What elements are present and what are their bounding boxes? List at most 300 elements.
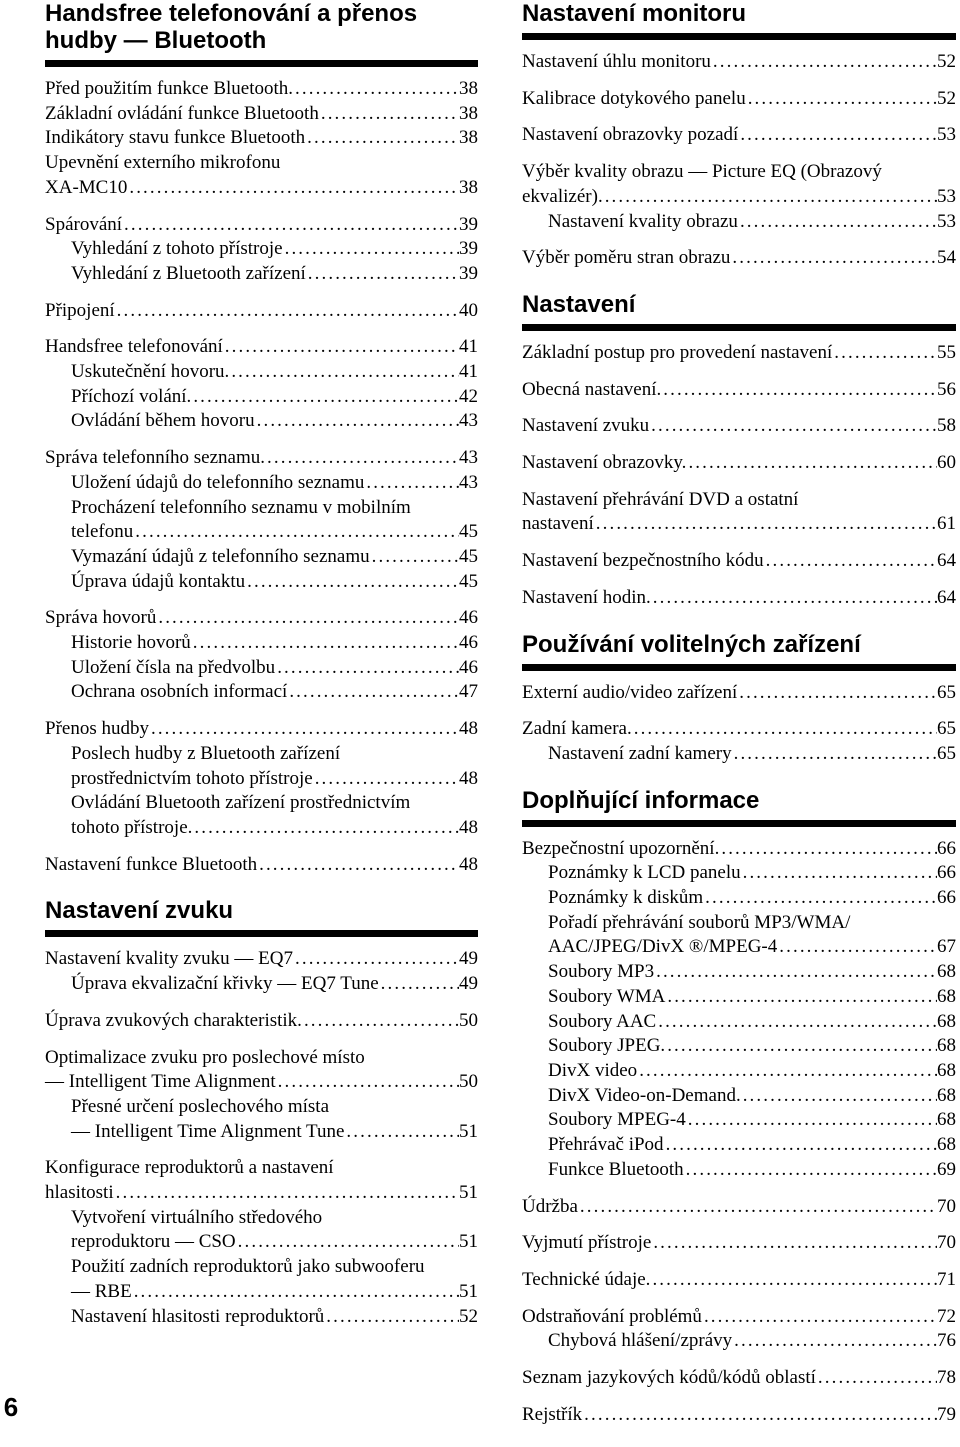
- page-ref: 68: [937, 1010, 956, 1032]
- dot-leader: [265, 446, 459, 471]
- entry-title: Spárování: [45, 213, 123, 235]
- toc-entry[interactable]: [522, 960, 956, 985]
- dot-leader: [156, 606, 459, 631]
- toc-entry[interactable]: [522, 1329, 956, 1354]
- page-ref: 48: [459, 853, 478, 875]
- entry-title: Handsfree telefonování: [45, 336, 223, 358]
- page-ref: 66: [937, 837, 956, 859]
- toc-entry[interactable]: [522, 1084, 956, 1109]
- dot-leader: [379, 972, 459, 997]
- toc-entry[interactable]: [522, 1034, 956, 1059]
- page-ref: 52: [459, 1305, 478, 1327]
- dot-leader: [654, 960, 937, 985]
- dot-leader: [719, 837, 937, 862]
- page-ref: 53: [937, 124, 956, 146]
- dot-leader: [122, 213, 459, 238]
- toc-entry[interactable]: [522, 378, 956, 403]
- entry-title: Přehrávač iPod: [548, 1134, 664, 1156]
- entry-title: Soubory MP3: [548, 961, 655, 983]
- toc-group: [45, 299, 478, 324]
- toc-group: [522, 1305, 956, 1354]
- toc-entry[interactable]: [522, 50, 956, 75]
- page-ref: 48: [459, 816, 478, 838]
- dot-leader: [283, 237, 459, 262]
- entry-title: Technické údaje.: [522, 1268, 651, 1290]
- dot-leader: [324, 1305, 459, 1330]
- dot-leader: [703, 886, 937, 911]
- dot-leader: [651, 586, 937, 611]
- section-heading: Nastavení: [522, 291, 956, 331]
- page-ref: 51: [459, 1120, 478, 1142]
- dot-leader: [656, 1010, 937, 1035]
- entry-title: DivX Video-on-Demand.: [548, 1084, 741, 1106]
- toc-group: [522, 1403, 956, 1428]
- toc-section-doplnujici-informace: [522, 787, 956, 1428]
- entry-title: Uskutečnění hovoru.: [71, 361, 230, 383]
- section-heading: Doplňující informace: [522, 787, 956, 827]
- toc-entry[interactable]: [45, 446, 478, 471]
- entry-title: Vymazání údajů z telefonního seznamu: [71, 545, 370, 567]
- dot-leader: [255, 409, 459, 434]
- page-ref: 67: [937, 936, 956, 958]
- entry-title-continued: — Intelligent Time Alignment Tune: [71, 1120, 345, 1142]
- dot-leader: [257, 853, 459, 878]
- toc-entry[interactable]: [522, 1195, 956, 1220]
- entry-title: Nastavení hodin.: [522, 586, 651, 608]
- page-ref: 56: [937, 378, 956, 400]
- dot-leader: [276, 1070, 459, 1095]
- toc-group: [45, 213, 478, 287]
- section-heading: Nastavení zvuku: [45, 897, 478, 937]
- entry-title: Seznam jazykových kódů/kódů oblastí: [522, 1367, 816, 1389]
- entry-title: Rejstřík: [522, 1403, 583, 1425]
- entry-title: Externí audio/video zařízení: [522, 681, 738, 703]
- toc-entry[interactable]: [522, 1010, 956, 1035]
- toc-entry[interactable]: [45, 717, 478, 742]
- page-ref: 70: [937, 1232, 956, 1254]
- dot-leader: [578, 1195, 937, 1220]
- page-ref: 45: [459, 545, 478, 567]
- page-ref: 39: [459, 213, 478, 235]
- page-ref: 68: [937, 1134, 956, 1156]
- toc-entry[interactable]: [45, 262, 478, 287]
- toc-entry[interactable]: [45, 1046, 478, 1095]
- toc-entry[interactable]: [45, 791, 478, 840]
- entry-title: Připojení: [45, 299, 115, 321]
- page-ref: 60: [937, 452, 956, 474]
- toc-entry[interactable]: [45, 1009, 478, 1034]
- entry-title: Soubory AAC: [548, 1010, 657, 1032]
- entry-title: Ovládání během hovoru: [71, 410, 255, 432]
- page-ref: 65: [937, 742, 956, 764]
- toc-entry[interactable]: [522, 414, 956, 439]
- toc-entry[interactable]: [522, 1403, 956, 1428]
- toc-entry[interactable]: [522, 1108, 956, 1133]
- toc-group: [522, 246, 956, 271]
- toc-entry[interactable]: [45, 409, 478, 434]
- page-ref: 46: [459, 632, 478, 654]
- page-ref: 41: [459, 336, 478, 358]
- page-ref: 48: [459, 718, 478, 740]
- entry-title-continued: reproduktoru — CSO: [71, 1231, 236, 1253]
- entry-title: Před použitím funkce Bluetooth.: [45, 78, 294, 99]
- entry-title: Základní ovládání funkce Bluetooth: [45, 102, 319, 124]
- page-ref: 50: [459, 1009, 478, 1031]
- dot-leader: [732, 1329, 937, 1354]
- dot-leader: [738, 123, 937, 148]
- page-ref: 68: [937, 1109, 956, 1131]
- toc-entry[interactable]: [45, 102, 478, 127]
- entry-title: Přesné určení poslechového místa: [71, 1095, 330, 1117]
- toc-entry[interactable]: [522, 1268, 956, 1293]
- page-ref: 61: [937, 513, 956, 535]
- toc-entry[interactable]: [522, 451, 956, 476]
- entry-title: Uložení čísla na předvolbu: [71, 656, 276, 678]
- dot-leader: [287, 680, 459, 705]
- toc-entry[interactable]: [522, 861, 956, 886]
- entry-title: Údržba: [522, 1195, 578, 1217]
- page-ref: 72: [937, 1305, 956, 1327]
- dot-leader: [686, 1108, 937, 1133]
- dot-leader: [702, 1305, 937, 1330]
- entry-title: Poznámky k diskům: [548, 887, 704, 909]
- page-ref: 46: [459, 656, 478, 678]
- page-ref: 51: [459, 1280, 478, 1302]
- dot-leader: [632, 717, 937, 742]
- page-ref: 79: [937, 1403, 956, 1425]
- toc-entry[interactable]: [45, 1095, 478, 1144]
- entry-title: DivX video: [548, 1059, 638, 1081]
- toc-entry[interactable]: [45, 606, 478, 631]
- dot-leader: [293, 947, 459, 972]
- dot-leader: [665, 985, 937, 1010]
- dot-leader: [738, 210, 937, 235]
- dot-leader: [594, 512, 937, 537]
- page-ref: 41: [459, 361, 478, 383]
- toc-group: [45, 853, 478, 878]
- toc-group: [45, 335, 478, 434]
- page-ref: 49: [459, 948, 478, 970]
- page-ref: 52: [937, 51, 956, 72]
- toc-entry[interactable]: [45, 1156, 478, 1205]
- entry-title-continued: AAC/JPEG/DivX ®/MPEG-4: [548, 936, 778, 958]
- entry-title: Nastavení obrazovky pozadí: [522, 124, 739, 146]
- entry-title: Nastavení zvuku: [522, 415, 650, 437]
- page-ref: 46: [459, 607, 478, 629]
- entry-title: Vyjmutí přístroje: [522, 1232, 652, 1254]
- toc-entry[interactable]: [522, 837, 956, 862]
- toc-group: [522, 50, 956, 75]
- entry-title: Bezpečnostní upozornění.: [522, 837, 720, 859]
- dot-leader: [711, 50, 937, 75]
- entry-title: Pořadí přehrávání souborů MP3/WMA/: [548, 911, 851, 933]
- toc-entry[interactable]: [45, 972, 478, 997]
- entry-title: Výběr poměru stran obrazu: [522, 247, 731, 269]
- dot-leader: [245, 570, 459, 595]
- entry-title: Nastavení úhlu monitoru: [522, 51, 711, 72]
- entry-title: Použití zadních reproduktorů jako subwooferu: [71, 1256, 425, 1278]
- page-ref: 38: [459, 127, 478, 149]
- toc-entry[interactable]: [522, 210, 956, 235]
- page-ref: 39: [459, 238, 478, 260]
- toc-entry[interactable]: [522, 549, 956, 574]
- toc-group: [522, 717, 956, 766]
- toc-entry[interactable]: [522, 886, 956, 911]
- entry-title: Nastavení přehrávání DVD a ostatní: [522, 488, 799, 510]
- toc-entry[interactable]: [45, 631, 478, 656]
- entry-title: Konfigurace reproduktorů a nastavení: [45, 1157, 334, 1179]
- dot-leader: [302, 1009, 459, 1034]
- dot-leader: [650, 1268, 937, 1293]
- entry-title: Historie hovorů: [71, 632, 191, 654]
- toc-entry[interactable]: [45, 545, 478, 570]
- entry-title: Správa hovorů: [45, 607, 157, 629]
- page-ref: 64: [937, 586, 956, 608]
- dot-leader: [370, 545, 459, 570]
- entry-title-continued: ekvalizér).: [522, 185, 603, 207]
- page-ref: 43: [459, 471, 478, 493]
- toc-entry[interactable]: [45, 570, 478, 595]
- page-ref: 54: [937, 247, 956, 269]
- dot-leader: [132, 1280, 459, 1305]
- toc-group: [522, 1231, 956, 1256]
- page-ref: 51: [459, 1231, 478, 1253]
- toc-entry[interactable]: [522, 488, 956, 537]
- toc-entry[interactable]: [522, 1305, 956, 1330]
- page-ref: 48: [459, 767, 478, 789]
- toc-entry[interactable]: [522, 341, 956, 366]
- entry-title: Vyhledání z Bluetooth zařízení: [71, 262, 306, 284]
- toc-group: [522, 488, 956, 537]
- dot-leader: [665, 1034, 937, 1059]
- page-ref: 69: [937, 1158, 956, 1180]
- page-ref: 45: [459, 521, 478, 543]
- page-ref: 50: [459, 1071, 478, 1093]
- toc-entry[interactable]: [45, 126, 478, 151]
- entry-title-continued: prostřednictvím tohoto přístroje: [71, 767, 313, 789]
- toc-group: [522, 1268, 956, 1293]
- entry-title: Obecná nastavení.: [522, 378, 662, 400]
- page-ref: 76: [937, 1330, 956, 1352]
- entry-title-continued: telefonu: [71, 521, 134, 543]
- toc-entry[interactable]: [45, 742, 478, 791]
- toc-entry[interactable]: [45, 496, 478, 545]
- dot-leader: [777, 935, 937, 960]
- dot-leader: [275, 656, 459, 681]
- entry-title: Výběr kvality obrazu — Picture EQ (Obrazový: [522, 161, 882, 183]
- toc-entry[interactable]: [522, 742, 956, 767]
- dot-leader: [730, 246, 937, 271]
- toc-group: [522, 414, 956, 439]
- toc-group: [522, 549, 956, 574]
- entry-title: Optimalizace zvuku pro poslechové místo: [45, 1046, 365, 1068]
- dot-leader: [114, 1181, 459, 1206]
- toc-entry[interactable]: [522, 1059, 956, 1084]
- page-ref: 42: [459, 385, 478, 407]
- toc-group: [45, 1046, 478, 1145]
- dot-leader: [115, 299, 459, 324]
- toc-group: [522, 341, 956, 366]
- entry-title-continued: — RBE: [71, 1280, 132, 1302]
- toc-entry[interactable]: [45, 299, 478, 324]
- toc-entry[interactable]: [45, 471, 478, 496]
- page-ref: 68: [937, 961, 956, 983]
- entry-title: Nastavení hlasitosti reproduktorů: [71, 1305, 325, 1327]
- toc-entry[interactable]: [45, 213, 478, 238]
- entry-title-continued: — Intelligent Time Alignment: [45, 1071, 276, 1093]
- toc-entry[interactable]: [522, 1231, 956, 1256]
- entry-title: Úprava ekvalizační křivky — EQ7 Tune: [71, 973, 379, 995]
- page-ref: 47: [459, 681, 478, 703]
- toc-group: [522, 586, 956, 611]
- page-ref: 52: [937, 87, 956, 109]
- dot-leader: [192, 816, 459, 841]
- toc-entry[interactable]: [45, 853, 478, 878]
- entry-title-continued: XA-MC10: [45, 176, 128, 198]
- toc-entry[interactable]: [45, 680, 478, 705]
- entry-title: Vytvoření virtuálního středového: [71, 1206, 323, 1228]
- page-ref: 58: [937, 415, 956, 437]
- toc-group: [522, 87, 956, 112]
- entry-title-continued: hlasitosti: [45, 1182, 114, 1204]
- page-ref: 53: [937, 210, 956, 232]
- entry-title: Odstraňování problémů: [522, 1305, 702, 1327]
- dot-leader: [127, 176, 459, 201]
- page-ref: 64: [937, 550, 956, 572]
- entry-title: Úprava zvukových charakteristik.: [45, 1009, 302, 1031]
- entry-title: Upevnění externího mikrofonu: [45, 152, 281, 174]
- toc-entry[interactable]: [45, 360, 478, 385]
- page-ref: 68: [937, 1084, 956, 1106]
- dot-leader: [293, 77, 459, 102]
- toc-group: [522, 451, 956, 476]
- page-ref: 66: [937, 887, 956, 909]
- toc-section-nastaveni-monitoru: [522, 0, 956, 271]
- toc-group: [45, 1009, 478, 1034]
- toc-entry[interactable]: [45, 237, 478, 262]
- entry-title: Přenos hudby: [45, 718, 149, 740]
- section-heading: Handsfree telefonování a přenos hudby — Bluetooth: [45, 0, 478, 67]
- entry-title: Soubory MPEG-4: [548, 1109, 686, 1131]
- dot-leader: [191, 385, 459, 410]
- dot-leader: [603, 185, 937, 210]
- page-ref: 43: [459, 410, 478, 432]
- toc-group: [45, 717, 478, 841]
- dot-leader: [737, 681, 937, 706]
- entry-title: Chybová hlášení/zprávy: [548, 1330, 733, 1352]
- toc-entry[interactable]: [45, 656, 478, 681]
- page-ref: 53: [937, 185, 956, 207]
- entry-title: Ochrana osobních informací: [71, 681, 288, 703]
- dot-leader: [223, 335, 459, 360]
- dot-leader: [764, 549, 937, 574]
- toc-entry[interactable]: [522, 911, 956, 960]
- toc-entry[interactable]: [522, 87, 956, 112]
- toc-section-handsfree-telefonovani-a-prenos-hudby-bluetooth: [45, 0, 478, 877]
- section-heading: Nastavení monitoru: [522, 0, 956, 40]
- entry-title: Základní postup pro provedení nastavení: [522, 341, 833, 363]
- entry-title-continued: nastavení: [522, 513, 594, 535]
- page-ref: 68: [937, 1059, 956, 1081]
- dot-leader: [746, 87, 937, 112]
- dot-leader: [741, 1084, 937, 1109]
- dot-leader: [686, 451, 937, 476]
- dot-leader: [651, 1231, 937, 1256]
- dot-leader: [229, 360, 459, 385]
- dot-leader: [664, 1133, 937, 1158]
- entry-title: Poznámky k LCD panelu: [548, 862, 741, 884]
- dot-leader: [305, 126, 459, 151]
- page-ref: 78: [937, 1367, 956, 1389]
- page-ref: 70: [937, 1195, 956, 1217]
- toc-entry[interactable]: [522, 123, 956, 148]
- page-ref: 68: [937, 985, 956, 1007]
- entry-title: Ovládání Bluetooth zařízení prostřednictvím: [71, 792, 411, 814]
- page-ref: 40: [459, 299, 478, 321]
- toc-entry[interactable]: [45, 1305, 478, 1330]
- entry-title: Poslech hudby z Bluetooth zařízení: [71, 742, 341, 764]
- toc-entry[interactable]: [45, 151, 478, 200]
- page-ref: 65: [937, 681, 956, 703]
- entry-title: Kalibrace dotykového panelu: [522, 87, 746, 109]
- toc-entry[interactable]: [45, 77, 478, 102]
- dot-leader: [732, 742, 937, 767]
- toc-group: [45, 606, 478, 705]
- toc-section-nastaveni-zvuku: [45, 897, 478, 1329]
- toc-entry[interactable]: [522, 1366, 956, 1391]
- entry-title: Soubory WMA: [548, 985, 666, 1007]
- page-ref: 45: [459, 570, 478, 592]
- toc-group: [522, 681, 956, 706]
- dot-leader: [133, 520, 459, 545]
- toc-entry[interactable]: [522, 1133, 956, 1158]
- toc-group: [522, 378, 956, 403]
- dot-leader: [149, 717, 459, 742]
- toc-entry[interactable]: [522, 1158, 956, 1183]
- entry-title: Zadní kamera.: [522, 718, 632, 740]
- dot-leader: [832, 341, 937, 366]
- dot-leader: [637, 1059, 937, 1084]
- entry-title: Nastavení funkce Bluetooth: [45, 853, 258, 875]
- page-ref: 55: [937, 341, 956, 363]
- toc-entry[interactable]: [522, 246, 956, 271]
- dot-leader: [661, 378, 937, 403]
- entry-title: Nastavení kvality zvuku — EQ7: [45, 948, 294, 970]
- page-ref: 66: [937, 862, 956, 884]
- toc-entry[interactable]: [45, 335, 478, 360]
- toc-entry[interactable]: [45, 1255, 478, 1304]
- page-ref: 38: [459, 78, 478, 99]
- dot-leader: [741, 861, 937, 886]
- toc-entry[interactable]: [522, 586, 956, 611]
- toc-entry[interactable]: [522, 160, 956, 209]
- page-ref: 38: [459, 102, 478, 124]
- left-toc-column: [45, 0, 478, 1349]
- toc-entry[interactable]: [522, 681, 956, 706]
- page-ref: 65: [937, 718, 956, 740]
- toc-entry[interactable]: [522, 985, 956, 1010]
- toc-section-nastaveni: [522, 291, 956, 611]
- toc-group: [45, 77, 478, 201]
- entry-title: Příchozí volání.: [71, 385, 192, 407]
- page-ref: 68: [937, 1035, 956, 1057]
- dot-leader: [582, 1403, 937, 1428]
- toc-entry[interactable]: [522, 717, 956, 742]
- entry-title: Indikátory stavu funkce Bluetooth: [45, 127, 306, 149]
- toc-entry[interactable]: [45, 1206, 478, 1255]
- toc-entry[interactable]: [45, 947, 478, 972]
- toc-entry[interactable]: [45, 385, 478, 410]
